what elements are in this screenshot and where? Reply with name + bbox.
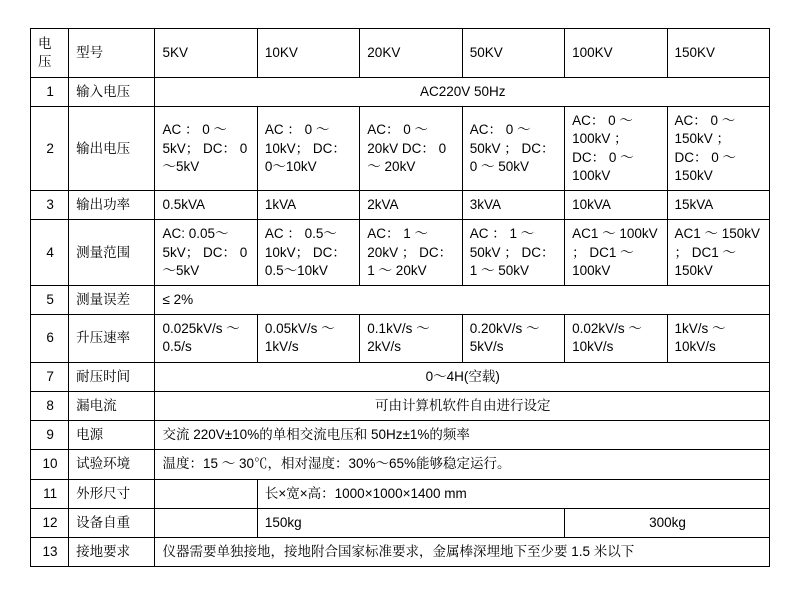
- header-corner-voltage: 电压: [31, 29, 69, 78]
- row-value-50kv: AC： 0 ～ 50kV ； DC： 0 ～ 50kV: [462, 107, 564, 191]
- table-row: [31, 107, 770, 191]
- row-value-span: 长×宽×高：1000×1000×1400 mm: [257, 479, 769, 508]
- row-no: 8: [31, 391, 69, 420]
- row-item: 漏电流: [69, 391, 155, 420]
- table-header-row: [31, 29, 770, 78]
- row-item: 接地要求: [69, 537, 155, 566]
- row-value-weight-left: 150kg: [257, 508, 564, 537]
- table-row: [31, 220, 770, 286]
- row-value-5kv: AC ： 0 ～ 5kV； DC： 0～5kV: [155, 107, 257, 191]
- row-value-span: 温度：15 ～ 30℃，相对湿度：30%～65%能够稳定运行。: [155, 450, 770, 479]
- table-row: [31, 450, 770, 479]
- table-row: [31, 315, 770, 362]
- row-item: 试验环境: [69, 450, 155, 479]
- row-item: 输出功率: [69, 191, 155, 220]
- row-value-20kv: AC： 1 ～ 20kV ； DC： 1 ～ 20kV: [360, 220, 462, 286]
- header-model-20kv: 20KV: [360, 29, 462, 78]
- row-item: 测量误差: [69, 285, 155, 314]
- row-no: 13: [31, 537, 69, 566]
- spec-sheet: [30, 28, 770, 567]
- row-no: 2: [31, 107, 69, 191]
- row-no: 5: [31, 285, 69, 314]
- row-no: 3: [31, 191, 69, 220]
- row-no: 1: [31, 78, 69, 107]
- row-no: 4: [31, 220, 69, 286]
- header-model-10kv: 10KV: [257, 29, 359, 78]
- row-item: 输出电压: [69, 107, 155, 191]
- row-value-5kv: 0.5kVA: [155, 191, 257, 220]
- header-model-100kv: 100KV: [565, 29, 667, 78]
- row-value-50kv: 0.20kV/s ～ 5kV/s: [462, 315, 564, 362]
- row-value-span: 可由计算机软件自由进行设定: [155, 391, 770, 420]
- row-no: 6: [31, 315, 69, 362]
- row-value-50kv: AC ： 1 ～ 50kV ； DC： 1 ～ 50kV: [462, 220, 564, 286]
- table-row: [31, 285, 770, 314]
- row-value-span: 0～4H(空载): [155, 362, 770, 391]
- row-value-10kv: 0.05kV/s ～ 1kV/s: [257, 315, 359, 362]
- row-value-10kv: 1kVA: [257, 191, 359, 220]
- row-value-150kv: AC1 ～ 150kV ； DC1 ～ 150kV: [667, 220, 769, 286]
- row-value-5kv: 0.025kV/s ～0.5/s: [155, 315, 257, 362]
- row-item: 升压速率: [69, 315, 155, 362]
- row-item: 设备自重: [69, 508, 155, 537]
- row-value-100kv: 0.02kV/s ～ 10kV/s: [565, 315, 667, 362]
- row-value-span: 交流 220V±10%的单相交流电压和 50Hz±1%的频率: [155, 421, 770, 450]
- table-row: [31, 537, 770, 566]
- header-model-50kv: 50KV: [462, 29, 564, 78]
- row-item: 耐压时间: [69, 362, 155, 391]
- row-value-10kv: AC ： 0 ～ 10kV； DC： 0～10kV: [257, 107, 359, 191]
- row-value-span: 仪器需要单独接地，接地附合国家标准要求，金属棒深埋地下至少要 1.5 米以下: [155, 537, 770, 566]
- table-row: [31, 191, 770, 220]
- table-row: [31, 479, 770, 508]
- row-value-150kv: 1kV/s ～ 10kV/s: [667, 315, 769, 362]
- row-value-empty: [155, 479, 257, 508]
- table-row: [31, 391, 770, 420]
- row-item: 测量范围: [69, 220, 155, 286]
- table-row: [31, 78, 770, 107]
- row-value-empty: [155, 508, 257, 537]
- row-value-150kv: 15kVA: [667, 191, 769, 220]
- row-item: 外形尺寸: [69, 479, 155, 508]
- row-no: 12: [31, 508, 69, 537]
- header-model-5kv: 5KV: [155, 29, 257, 78]
- row-value-span: AC220V 50Hz: [155, 78, 770, 107]
- row-item: 电源: [69, 421, 155, 450]
- header-model-label: 型号: [69, 29, 155, 78]
- row-value-100kv: AC： 0 ～ 100kV ； DC： 0 ～ 100kV: [565, 107, 667, 191]
- row-value-150kv: AC： 0 ～ 150kV ； DC： 0 ～ 150kV: [667, 107, 769, 191]
- row-value-20kv: 2kVA: [360, 191, 462, 220]
- header-model-150kv: 150KV: [667, 29, 769, 78]
- row-no: 10: [31, 450, 69, 479]
- row-value-100kv: AC1 ～ 100kV ； DC1 ～ 100kV: [565, 220, 667, 286]
- row-no: 9: [31, 421, 69, 450]
- row-value-10kv: AC ： 0.5～ 10kV； DC： 0.5～10kV: [257, 220, 359, 286]
- row-no: 7: [31, 362, 69, 391]
- row-value-100kv: 10kVA: [565, 191, 667, 220]
- row-item: 输入电压: [69, 78, 155, 107]
- row-value-span: ≤ 2%: [155, 285, 770, 314]
- row-value-20kv: 0.1kV/s ～ 2kV/s: [360, 315, 462, 362]
- table-row: [31, 508, 770, 537]
- row-value-20kv: AC： 0 ～ 20kV DC： 0 ～ 20kV: [360, 107, 462, 191]
- specification-table: [30, 28, 770, 567]
- table-row: [31, 421, 770, 450]
- row-value-weight-right: 300kg: [565, 508, 770, 537]
- row-no: 11: [31, 479, 69, 508]
- table-row: [31, 362, 770, 391]
- row-value-5kv: AC: 0.05～5kV； DC： 0～5kV: [155, 220, 257, 286]
- row-value-50kv: 3kVA: [462, 191, 564, 220]
